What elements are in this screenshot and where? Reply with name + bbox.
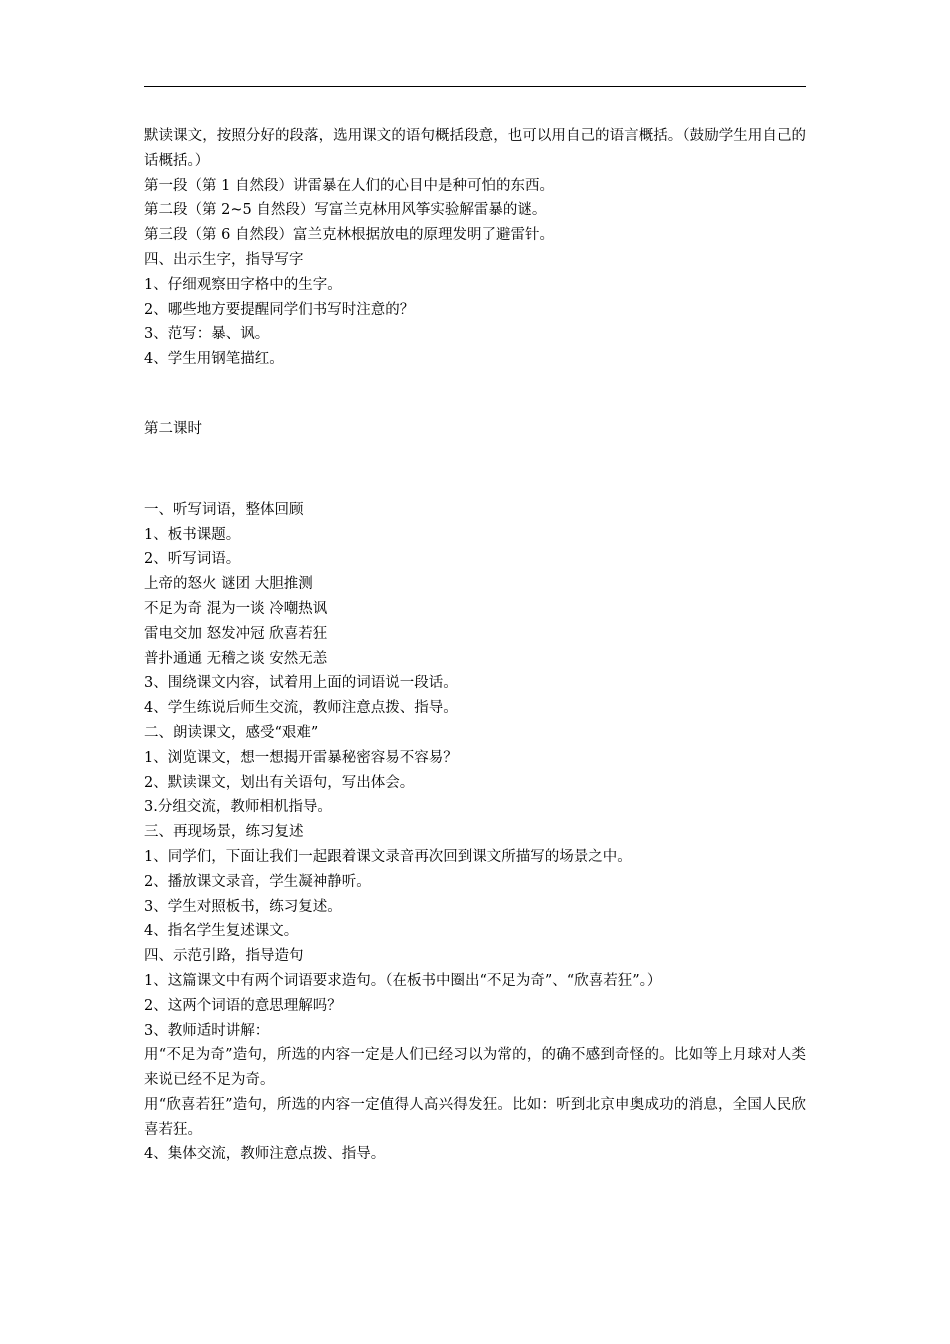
vocab-line: 不足为奇 混为一谈 冷嘲热讽	[144, 600, 328, 617]
vocab-line: 上帝的怒火 谜团 大胆推测	[144, 576, 313, 593]
text-line: 第三段（第 6 自然段）富兰克林根据放电的原理发明了避雷针。	[144, 227, 554, 244]
text-line: 2、播放课文录音，学生凝神静听。	[144, 873, 371, 890]
section-heading: 三、再现场景，练习复述	[144, 824, 304, 841]
section-heading: 四、示范引路，指导造句	[144, 948, 304, 965]
text-line: 2、默读课文，划出有关语句，写出体会。	[144, 774, 415, 791]
section-heading: 二、朗读课文，感受“艰难”	[144, 724, 319, 741]
spacer	[144, 372, 806, 417]
text-line: 1、仔细观察田字格中的生字。	[144, 276, 342, 293]
header-rule	[144, 86, 806, 87]
text-line: 3、范写：暴、讽。	[144, 326, 270, 343]
text-line: 第一段（第 1 自然段）讲雷暴在人们的心目中是种可怕的东西。	[144, 177, 554, 194]
explanation-paragraph: 用“欣喜若狂”造句，所选的内容一定值得人高兴得发狂。比如：听到北京申奥成功的消息，全国人民欣喜若狂。	[144, 1096, 806, 1138]
text-line: 第二段（第 2~5 自然段）写富兰克林用风筝实验解雷暴的谜。	[144, 202, 547, 219]
text-line: 2、这两个词语的意思理解吗？	[144, 997, 342, 1014]
vocab-line: 普扑通通 无稽之谈 安然无恙	[144, 650, 328, 667]
text-line: 1、同学们，下面让我们一起跟着课文录音再次回到课文所描写的场景之中。	[144, 848, 632, 865]
section-heading: 一、听写词语，整体回顾	[144, 501, 304, 518]
text-line: 2、哪些地方要提醒同学们书写时注意的？	[144, 301, 415, 318]
text-line: 1、板书课题。	[144, 526, 241, 543]
explanation-paragraph: 用“不足为奇”造句，所选的内容一定是人们已经习以为常的，的确不感到奇怪的。比如等上月球对人类来说已经不足为奇。	[144, 1047, 806, 1089]
text-line: 3、学生对照板书，练习复述。	[144, 898, 342, 915]
document-body	[144, 124, 806, 1167]
text-line: 4、学生用钢笔描红。	[144, 351, 284, 368]
text-line: 1、这篇课文中有两个词语要求造句。（在板书中圈出“不足为奇”、“欣喜若狂”。）	[144, 972, 662, 989]
intro-paragraph: 默读课文，按照分好的段落，选用课文的语句概括段意，也可以用自己的语言概括。（鼓励学生用自己的话概括。）	[144, 128, 806, 169]
spacer	[144, 442, 806, 498]
text-line: 3、教师适时讲解：	[144, 1022, 270, 1039]
vocab-line: 雷电交加 怒发冲冠 欣喜若狂	[144, 625, 328, 642]
text-line: 1、浏览课文，想一想揭开雷暴秘密容易不容易？	[144, 749, 458, 766]
text-line: 2、听写词语。	[144, 551, 241, 568]
section-heading: 四、出示生字，指导写字	[144, 251, 304, 268]
text-line: 4、集体交流，教师注意点拨、指导。	[144, 1146, 386, 1163]
text-line: 4、指名学生复述课文。	[144, 923, 299, 940]
text-line: 4、学生练说后师生交流，教师注意点拨、指导。	[144, 700, 458, 717]
text-line: 3、围绕课文内容，试着用上面的词语说一段话。	[144, 675, 458, 692]
text-line: 3.分组交流，教师相机指导。	[144, 799, 332, 816]
lesson-title: 第二课时	[144, 420, 202, 437]
